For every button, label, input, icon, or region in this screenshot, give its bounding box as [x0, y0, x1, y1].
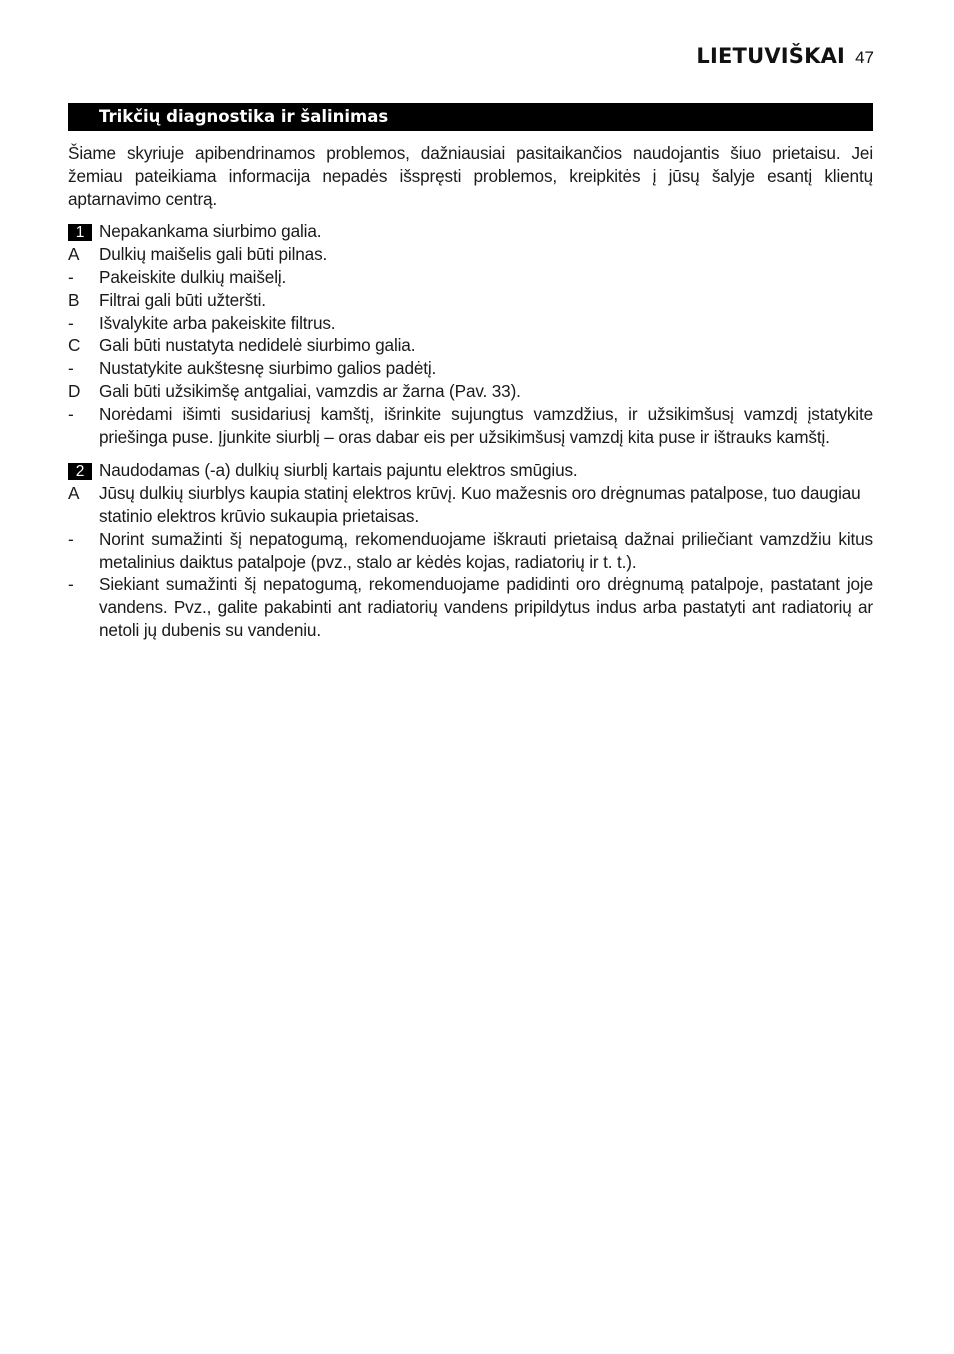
cause-text: Gali būti nustatyta nedidelė siurbimo galia.: [99, 335, 416, 356]
language-heading: LIETUVIŠKAI: [696, 44, 846, 68]
problem-number-badge: 1: [68, 224, 92, 241]
solution-line: [68, 403, 873, 449]
solution-text: Norint sumažinti šį nepatogumą, rekomenduojame iškrauti prietaisą dažnai priliečiant vamzdžiu kitus metalinius daiktus patalpoje (pvz., stalo ar kėdės kojas, radiatorių ir t. t.).: [99, 528, 873, 572]
solution-marker: -: [68, 266, 74, 287]
solution-text: Išvalykite arba pakeiskite filtrus.: [99, 312, 336, 333]
cause-marker: D: [68, 380, 81, 401]
solution-line: [68, 312, 873, 335]
cause-marker: C: [68, 335, 81, 356]
cause-text: Gali būti užsikimšę antgaliai, vamzdis ar žarna (Pav. 33).: [99, 380, 521, 401]
solution-line: [68, 266, 873, 289]
problem-heading-1: [68, 220, 873, 243]
solution-text: Siekiant sumažinti šį nepatogumą, rekomenduojame padidinti oro drėgnumą patalpoje, pastatant joje vandens. Pvz., galite pakabinti ant radiatorių vandens pripildytus indus arba pastatyti ant radiatorių ar netoli jų dubenis su vandeniu.: [99, 574, 873, 640]
solution-line: [68, 528, 873, 574]
page-number: 47: [855, 48, 874, 67]
cause-line: [68, 334, 873, 357]
troubleshooting-content: [68, 142, 873, 642]
solution-marker: -: [68, 528, 74, 549]
cause-text: Filtrai gali būti užteršti.: [99, 289, 266, 310]
cause-text: Dulkių maišelis gali būti pilnas.: [99, 244, 328, 265]
page-header: [696, 44, 874, 68]
problem-heading-2: [68, 459, 873, 482]
section-title-bar: [68, 103, 873, 131]
solution-text: Pakeiskite dulkių maišelį.: [99, 266, 287, 287]
problem-number-badge: 2: [68, 463, 92, 480]
cause-line: [68, 243, 873, 266]
solution-marker: -: [68, 312, 74, 333]
cause-marker: A: [68, 483, 80, 504]
solution-text: Nustatykite aukštesnę siurbimo galios padėtį.: [99, 358, 437, 379]
solution-line: [68, 573, 873, 641]
solution-text: Norėdami išimti susidariusį kamštį, išrinkite sujungtus vamzdžius, ir užsikimšusį vamzdį įstatykite priešinga puse. Įjunkite siurblį – oras dabar eis per užsikimšusį vamzdį kita puse ir ištrauks kamštį.: [99, 403, 873, 447]
problem-title: Naudodamas (-a) dulkių siurblį kartais pajuntu elektros smūgius.: [99, 460, 578, 481]
cause-text: Jūsų dulkių siurblys kaupia statinį elektros krūvį. Kuo mažesnis oro drėgnumas patalpose, tuo daugiau statinio elektros krūvio sukaupia prietaisas.: [99, 483, 861, 526]
cause-marker: B: [68, 289, 80, 310]
section-title: Trikčių diagnostika ir šalinimas: [99, 106, 389, 126]
cause-marker: A: [68, 244, 80, 265]
solution-marker: -: [68, 574, 74, 595]
solution-marker: -: [68, 403, 74, 424]
solution-marker: -: [68, 358, 74, 379]
solution-line: [68, 357, 873, 380]
intro-paragraph: Šiame skyriuje apibendrinamos problemos, dažniausiai pasitaikančios naudojantis šiuo prietaisu. Jei žemiau pateikiama informacija nepadės išspręsti problemos, kreipkitės į jūsų šalyje esantį klientų aptarnavimo centrą.: [68, 143, 873, 209]
cause-line: [68, 289, 873, 312]
cause-line: [68, 482, 873, 528]
problem-title: Nepakankama siurbimo galia.: [99, 221, 322, 242]
cause-line: [68, 380, 873, 403]
